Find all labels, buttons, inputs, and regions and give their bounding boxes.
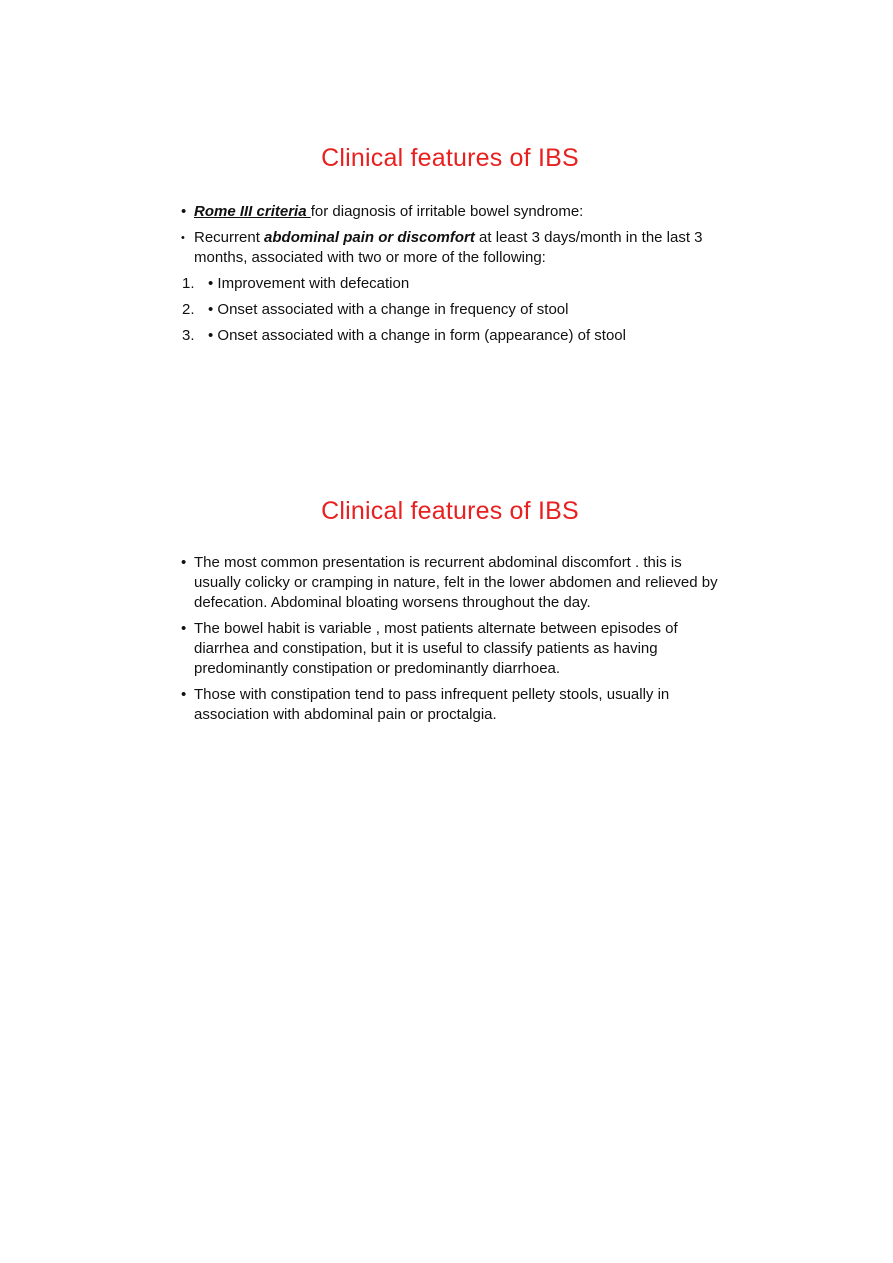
slide-1	[180, 140, 720, 352]
bullet-text: for diagnosis of irritable bowel syndrome:	[310, 203, 584, 220]
bullet-rome-criteria	[180, 202, 720, 222]
bullet-marker: •	[181, 620, 187, 637]
slide-2	[180, 493, 720, 731]
bullet-presentation	[180, 553, 720, 613]
rome-criteria-emphasis: Rome III criteria	[194, 203, 311, 220]
item-number: 3.	[182, 327, 195, 344]
bullet-recurrent-pain	[180, 228, 720, 268]
item-number: 2.	[182, 301, 195, 318]
slide-1-bullet-list	[180, 202, 720, 268]
bullet-marker: •	[181, 554, 187, 571]
bullet-text-post: at least 3 days/month in the last 3 months, associated with two or more of the following:	[194, 229, 703, 266]
slide-1-title: Clinical features of IBS	[321, 144, 579, 172]
item-number: 1.	[182, 275, 195, 292]
item-text: • Improvement with defecation	[208, 275, 410, 292]
bullet-text-pre: Recurrent	[194, 229, 265, 246]
numbered-item	[180, 326, 720, 346]
bullet-text: Those with constipation tend to pass infrequent pellety stools, usually in association with abdominal pain or proctalgia.	[194, 686, 670, 723]
bullet-marker: •	[181, 686, 187, 703]
slide-2-title: Clinical features of IBS	[321, 497, 579, 525]
slide-2-bullet-list	[180, 553, 720, 725]
numbered-item	[180, 300, 720, 320]
item-text: • Onset associated with a change in frequency of stool	[208, 301, 569, 318]
numbered-item	[180, 274, 720, 294]
item-text: • Onset associated with a change in form (appearance) of stool	[208, 327, 626, 344]
bullet-marker: •	[181, 203, 187, 220]
abdominal-pain-emphasis: abdominal pain or discomfort	[264, 229, 475, 246]
bullet-bowel-habit	[180, 619, 720, 679]
bullet-marker: •	[181, 232, 185, 244]
bullet-constipation	[180, 685, 720, 725]
bullet-text: The bowel habit is variable , most patients alternate between episodes of diarrhea and constipation, but it is useful to classify patients as having predominantly constipation or predominantly diarrhoea.	[194, 620, 678, 677]
criteria-numbered-list	[180, 274, 720, 346]
bullet-text: The most common presentation is recurrent abdominal discomfort . this is usually colicky or cramping in nature, felt in the lower abdomen and relieved by defecation. Abdominal bloating worsens throughout the day.	[194, 554, 718, 611]
